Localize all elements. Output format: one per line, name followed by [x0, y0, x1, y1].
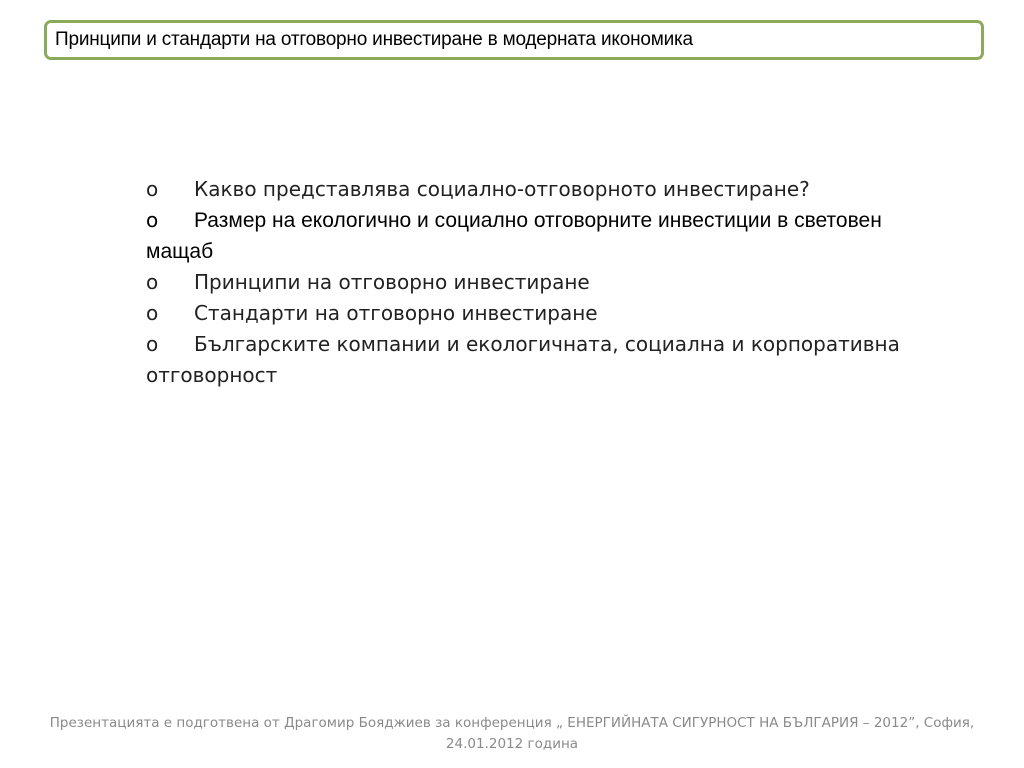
- slide-footer: [20, 713, 1004, 755]
- bullet-text: Стандарти на отговорно инвестиране: [194, 301, 598, 325]
- bullet-text: Какво представлява социално-отговорното инвестиране?: [194, 177, 810, 201]
- bullet-marker: o: [146, 270, 159, 294]
- bullet-marker: o: [146, 208, 159, 232]
- footer-line-1: Презентацията е подготвена от Драгомир Бояджиев за конференция „ ЕНЕРГИЙНАТА СИГУРНОСТ НА БЪЛГАРИЯ – 2012”, София,: [49, 715, 975, 731]
- bullet-marker: o: [146, 332, 159, 356]
- bullet-item: [146, 298, 936, 329]
- bullet-marker: o: [146, 177, 159, 201]
- footer-line-2: 24.01.2012 година: [445, 736, 579, 752]
- bullet-text: Българските компании и екологичната, социална и корпоративна отговорност: [146, 332, 900, 387]
- bullet-item: [146, 174, 936, 205]
- bullet-item: [146, 329, 936, 391]
- slide-title: Принципи и стандарти на отговорно инвестиране в модерната икономика: [55, 29, 693, 50]
- bullet-text: Принципи на отговорно инвестиране: [194, 270, 590, 294]
- slide-title-box: [44, 20, 984, 60]
- bullet-item: [146, 205, 936, 267]
- bullet-list: [146, 174, 936, 391]
- bullet-text: Размер на екологично и социално отговорните инвестиции в световен мащаб: [146, 209, 882, 263]
- bullet-marker: o: [146, 301, 159, 325]
- bullet-item: [146, 267, 936, 298]
